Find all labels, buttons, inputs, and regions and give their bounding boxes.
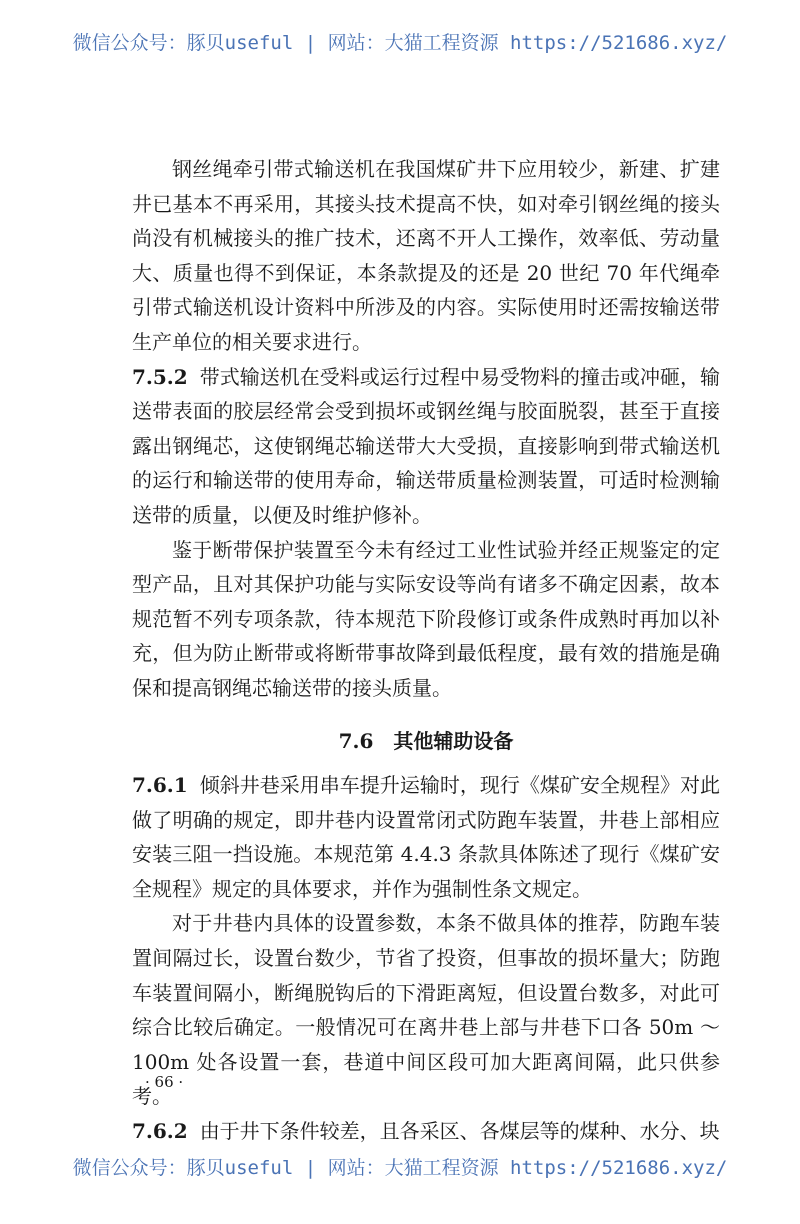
clause-number: 7.6.2	[132, 1119, 188, 1144]
watermark-top: 微信公众号：豚贝useful | 网站：大猫工程资源 https://521686.xyz/	[72, 32, 728, 54]
clause-7-5-2	[132, 360, 720, 533]
section-title-text: 其他辅助设备	[393, 728, 514, 753]
paragraph-rope-conveyor: 钢丝绳牵引带式输送机在我国煤矿井下应用较少，新建、扩建井已基本不再采用，其接头技术提高不快，如对牵引钢丝绳的接头尚没有机械接头的推广技术，还离不开人工操作，效率低、劳动量大、质量也得不到保证，本条款提及的还是 20 世纪 70 年代绳牵引带式输送机设计资料中所涉及的内容。实际使用时还需按输送带生产单位的相关要求进行。	[132, 157, 720, 354]
clause-7-6-1	[132, 768, 720, 906]
section-heading	[132, 724, 720, 759]
watermark-bottom: 微信公众号：豚贝useful | 网站：大猫工程资源 https://521686.xyz/	[72, 1157, 728, 1179]
document-page	[132, 152, 720, 1149]
clause-text: 由于井下条件较差，且各采区、各煤层等的煤种、水分、块	[199, 1119, 720, 1144]
paragraph-belt-protection: 鉴于断带保护装置至今未有经过工业性试验并经正规鉴定的定型产品，且对其保护功能与实际安设等尚有诸多不确定因素，故本规范暂不列专项条款，待本规范下阶段修订或条件成熟时再加以补充，但为防止断带或将断带事故降到最低程度，最有效的措施是确保和提高钢绳芯输送带的接头质量。	[132, 537, 720, 700]
clause-7-6-2	[132, 1114, 720, 1149]
clause-text: 带式输送机在受料或运行过程中易受物料的撞击或冲砸，输送带表面的胶层经常会受到损坏或钢丝绳与胶面脱裂，甚至于直接露出钢绳芯，这使钢绳芯输送带大大受损，直接影响到带式输送机的运行和输送带的使用寿命，输送带质量检测装置，可适时检测输送带的质量，以便及时维护修补。	[132, 364, 720, 527]
page-number: · 66 ·	[145, 1073, 184, 1091]
paragraph-runaway-device: 对于井巷内具体的设置参数，本条不做具体的推荐，防跑车装置间隔过长，设置台数少，节省了投资，但事故的损坏量大；防跑车装置间隔小，断绳脱钩后的下滑距离短，但设置台数多，对此可综合比较后确定。一般情况可在离井巷上部与井巷下口各 50m ～ 100m 处各设置一套，巷道中间区段可加大距离间隔，此只供参考。	[132, 911, 720, 1109]
clause-number: 7.5.2	[132, 364, 188, 389]
section-number: 7.6	[338, 728, 374, 753]
clause-number: 7.6.1	[132, 773, 188, 798]
clause-text: 倾斜井巷采用串车提升运输时，现行《煤矿安全规程》对此做了明确的规定，即井巷内设置常闭式防跑车装置，井巷上部相应安装三阻一挡设施。本规范第 4.4.3 条款具体陈述了现行《煤矿安全规程》规定的具体要求，并作为强制性条文规定。	[132, 773, 720, 901]
